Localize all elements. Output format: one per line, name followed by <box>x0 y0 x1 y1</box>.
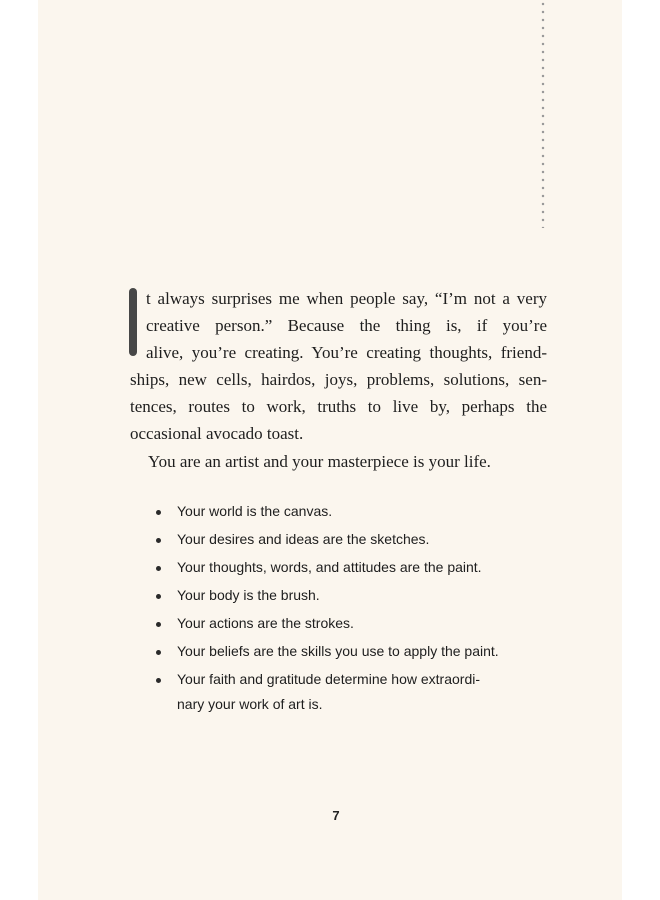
bullet-icon <box>156 594 161 599</box>
paragraph-line: ships, new cells, hairdos, joys, problems, solutions, sen- <box>130 370 547 389</box>
bullet-icon <box>156 678 161 683</box>
paragraph-line: tences, routes to work, truths to live by, perhaps the <box>130 397 547 416</box>
page-number: 7 <box>332 808 340 823</box>
bullet-icon <box>156 622 161 627</box>
bullet-icon <box>156 510 161 515</box>
bullet-icon <box>156 650 161 655</box>
paragraph-line: creative person.” Because the thing is, if you’re <box>146 316 547 335</box>
dotted-divider <box>541 0 545 228</box>
book-page <box>38 0 622 900</box>
paragraph-line: You are an artist and your masterpiece is your life. <box>148 452 491 471</box>
drop-cap-letter-i <box>129 288 137 356</box>
paragraph-line: t always surprises me when people say, “I’m not a very <box>146 289 547 308</box>
bullet-icon <box>156 538 161 543</box>
paragraph-line: alive, you’re creating. You’re creating thoughts, friend- <box>146 343 547 362</box>
bullet-icon <box>156 566 161 571</box>
paragraph-line: occasional avocado toast. <box>130 424 304 443</box>
